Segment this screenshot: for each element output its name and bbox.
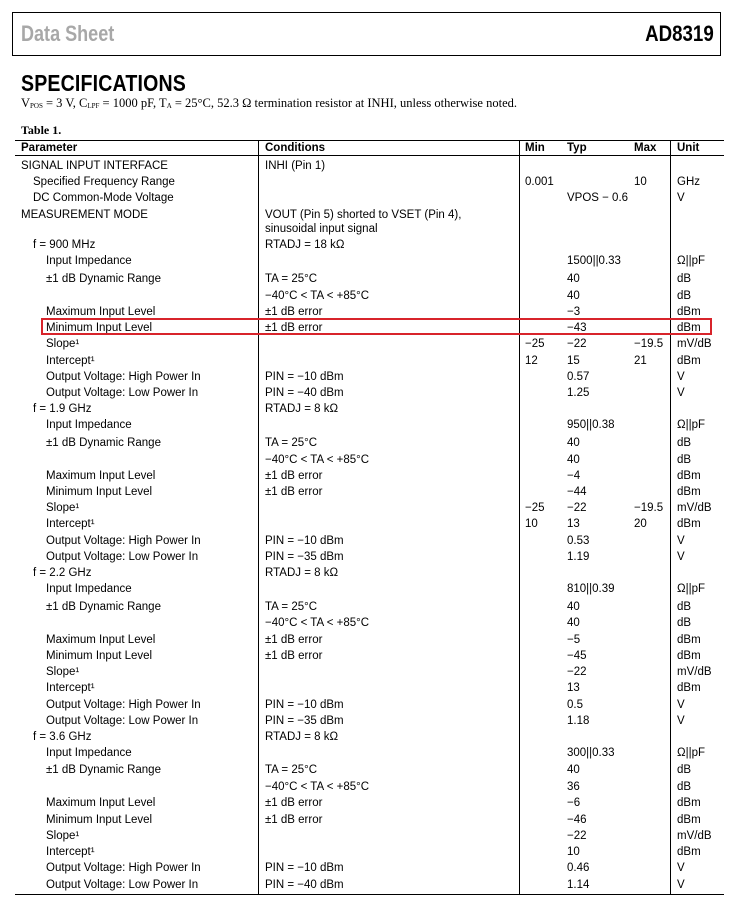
cell-unit: V: [677, 387, 685, 399]
cell-unit: Ω||pF: [677, 255, 705, 267]
cell-unit: Ω||pF: [677, 419, 705, 431]
cell-unit: dBm: [677, 306, 701, 318]
cell-unit: dBm: [677, 650, 701, 662]
col-divider: [519, 140, 520, 895]
cell-unit: dB: [677, 781, 692, 793]
cell-conditions: RTADJ = 8 kΩ: [265, 731, 339, 743]
cell-parameter: Maximum Input Level: [46, 797, 156, 809]
highlight-box-minimum-input-level: [41, 318, 712, 335]
cell-conditions: ±1 dB error: [265, 814, 323, 826]
cell-parameter: Minimum Input Level: [46, 650, 153, 662]
cell-typ: −22: [567, 338, 587, 350]
cell-typ: 15: [567, 355, 580, 367]
cell-typ: 13: [567, 518, 580, 530]
cell-typ: 950||0.38: [567, 419, 615, 431]
cell-conditions: PIN = −10 dBm: [265, 535, 344, 547]
cell-parameter: Maximum Input Level: [46, 306, 156, 318]
cell-conditions: INHI (Pin 1): [265, 160, 326, 172]
cell-conditions: −40°C < TA < +85°C: [265, 454, 370, 466]
cell-typ: 0.57: [567, 371, 590, 383]
cell-min: 10: [525, 518, 538, 530]
col-header-min: Min: [525, 142, 545, 154]
cell-conditions: TA = 25°C: [265, 601, 318, 613]
cell-parameter: Intercept¹: [46, 682, 95, 694]
cell-typ: 40: [567, 454, 580, 466]
cell-conditions: PIN = −40 dBm: [265, 879, 344, 891]
cell-typ: 40: [567, 273, 580, 285]
cell-typ: −22: [567, 666, 587, 678]
cell-typ: 810||0.39: [567, 583, 615, 595]
cell-conditions: TA = 25°C: [265, 764, 318, 776]
cell-unit: dBm: [677, 486, 701, 498]
cell-typ: 0.46: [567, 862, 590, 874]
cell-parameter: Input Impedance: [46, 583, 132, 595]
cell-parameter: DC Common-Mode Voltage: [33, 192, 174, 204]
conditions-line: [21, 96, 517, 111]
cell-typ: 36: [567, 781, 580, 793]
table-bottom-rule: [15, 894, 724, 895]
col-divider: [670, 140, 671, 895]
cell-typ: −46: [567, 814, 587, 826]
cell-min: 12: [525, 355, 538, 367]
cell-parameter: Intercept¹: [46, 518, 95, 530]
ta-subscript: A: [166, 102, 172, 110]
cell-min: −25: [525, 338, 545, 350]
cell-conditions: −40°C < TA < +85°C: [265, 781, 370, 793]
cell-parameter: Slope¹: [46, 502, 80, 514]
cell-parameter: Specified Frequency Range: [33, 176, 175, 188]
cell-parameter: Slope¹: [46, 830, 80, 842]
vpos-value: = 3 V, C: [42, 96, 88, 110]
cell-parameter: f = 2.2 GHz: [33, 567, 92, 579]
cell-conditions: PIN = −10 dBm: [265, 371, 344, 383]
cell-conditions: RTADJ = 18 kΩ: [265, 239, 345, 251]
cell-parameter: Intercept¹: [46, 846, 95, 858]
cell-typ: 40: [567, 437, 580, 449]
cell-conditions: TA = 25°C: [265, 273, 318, 285]
col-header-max: Max: [634, 142, 657, 154]
cell-conditions: −40°C < TA < +85°C: [265, 617, 370, 629]
cell-parameter: MEASUREMENT MODE: [21, 209, 148, 221]
cell-conditions: ±1 dB error: [265, 322, 323, 334]
cell-parameter: Minimum Input Level: [46, 814, 153, 826]
cell-conditions: ±1 dB error: [265, 634, 323, 646]
header-doc-type: Data Sheet: [21, 21, 115, 46]
cell-typ: −4: [567, 470, 581, 482]
cell-unit: dBm: [677, 814, 701, 826]
cell-conditions: TA = 25°C: [265, 437, 318, 449]
cell-parameter: Output Voltage: Low Power In: [46, 551, 199, 563]
cell-parameter: ±1 dB Dynamic Range: [46, 273, 161, 285]
cell-parameter: Input Impedance: [46, 255, 132, 267]
cell-typ: VPOS − 0.6: [567, 192, 629, 204]
col-divider: [258, 140, 259, 895]
vpos-symbol: V: [21, 96, 31, 110]
cell-parameter: Slope¹: [46, 338, 80, 350]
cell-conditions: RTADJ = 8 kΩ: [265, 403, 339, 415]
cell-unit: dBm: [677, 470, 701, 482]
cell-unit: Ω||pF: [677, 747, 705, 759]
cell-unit: V: [677, 535, 685, 547]
col-header-unit: Unit: [677, 142, 700, 154]
cell-unit: mV/dB: [677, 338, 712, 350]
cell-max: 20: [634, 518, 647, 530]
cell-conditions: ±1 dB error: [265, 470, 323, 482]
cell-typ: 300||0.33: [567, 747, 615, 759]
cell-typ: 10: [567, 846, 580, 858]
cell-parameter: f = 900 MHz: [33, 239, 96, 251]
cell-unit: V: [677, 699, 685, 711]
cell-typ: 40: [567, 617, 580, 629]
cell-unit: dBm: [677, 634, 701, 646]
page-header: [12, 12, 721, 56]
cell-unit: dBm: [677, 682, 701, 694]
clpf-subscript: LPF: [87, 102, 100, 110]
cell-unit: dBm: [677, 518, 701, 530]
cell-parameter: f = 1.9 GHz: [33, 403, 92, 415]
cell-unit: Ω||pF: [677, 583, 705, 595]
cell-conditions: PIN = −40 dBm: [265, 387, 344, 399]
cell-parameter: SIGNAL INPUT INTERFACE: [21, 160, 168, 172]
cell-max: −19.5: [634, 502, 664, 514]
cell-parameter: Slope¹: [46, 666, 80, 678]
cell-unit: dB: [677, 764, 692, 776]
cell-parameter: Output Voltage: Low Power In: [46, 715, 199, 727]
cell-typ: 1.19: [567, 551, 590, 563]
cell-typ: 1.18: [567, 715, 590, 727]
cell-unit: dB: [677, 290, 692, 302]
conditions-rest: = 25°C, 52.3 Ω termination resistor at INHI, unless otherwise noted.: [171, 96, 517, 110]
cell-unit: GHz: [677, 176, 700, 188]
cell-typ: 40: [567, 601, 580, 613]
cell-parameter: ±1 dB Dynamic Range: [46, 601, 161, 613]
cell-unit: dBm: [677, 322, 701, 334]
cell-typ: 0.53: [567, 535, 590, 547]
cell-unit: V: [677, 371, 685, 383]
cell-unit: dB: [677, 617, 692, 629]
cell-conditions: PIN = −10 dBm: [265, 699, 344, 711]
cell-parameter: ±1 dB Dynamic Range: [46, 764, 161, 776]
cell-unit: dB: [677, 601, 692, 613]
cell-typ: −45: [567, 650, 587, 662]
spec-table: [15, 140, 724, 895]
cell-parameter: Intercept¹: [46, 355, 95, 367]
cell-parameter: Maximum Input Level: [46, 470, 156, 482]
cell-unit: V: [677, 879, 685, 891]
cell-parameter: Input Impedance: [46, 419, 132, 431]
cell-typ: −22: [567, 830, 587, 842]
cell-unit: dB: [677, 437, 692, 449]
cell-min: −25: [525, 502, 545, 514]
cell-parameter: Output Voltage: High Power In: [46, 535, 201, 547]
cell-unit: V: [677, 715, 685, 727]
cell-min: 0.001: [525, 176, 554, 188]
table-header-rule: [15, 155, 724, 156]
col-header-typ: Typ: [567, 142, 587, 154]
cell-conditions: ±1 dB error: [265, 650, 323, 662]
header-part-number: AD8319: [645, 21, 714, 46]
table-top-rule: [15, 140, 724, 141]
cell-parameter: f = 3.6 GHz: [33, 731, 92, 743]
col-header-conditions: Conditions: [265, 142, 326, 154]
cell-conditions: PIN = −35 dBm: [265, 551, 344, 563]
cell-conditions: RTADJ = 8 kΩ: [265, 567, 339, 579]
vpos-subscript: POS: [30, 102, 43, 110]
cell-conditions: PIN = −10 dBm: [265, 862, 344, 874]
cell-max: 10: [634, 176, 647, 188]
cell-unit: dBm: [677, 846, 701, 858]
cell-parameter: ±1 dB Dynamic Range: [46, 437, 161, 449]
cell-unit: V: [677, 862, 685, 874]
clpf-value: = 1000 pF, T: [99, 96, 167, 110]
cell-parameter: Maximum Input Level: [46, 634, 156, 646]
cell-typ: 1.25: [567, 387, 590, 399]
cell-parameter: Minimum Input Level: [46, 322, 153, 334]
cell-conditions: ±1 dB error: [265, 306, 323, 318]
cell-conditions: PIN = −35 dBm: [265, 715, 344, 727]
cell-max: −19.5: [634, 338, 664, 350]
cell-typ: 40: [567, 290, 580, 302]
cell-typ: −6: [567, 797, 581, 809]
cell-parameter: Output Voltage: High Power In: [46, 371, 201, 383]
section-title: SPECIFICATIONS: [21, 70, 186, 96]
cell-unit: V: [677, 551, 685, 563]
cell-unit: mV/dB: [677, 666, 712, 678]
cell-unit: dB: [677, 454, 692, 466]
cell-typ: 0.5: [567, 699, 583, 711]
cell-unit: dBm: [677, 797, 701, 809]
cell-parameter: Output Voltage: High Power In: [46, 699, 201, 711]
cell-unit: V: [677, 192, 685, 204]
cell-parameter: Output Voltage: Low Power In: [46, 879, 199, 891]
cell-unit: mV/dB: [677, 830, 712, 842]
cell-typ: 1500||0.33: [567, 255, 621, 267]
cell-parameter: Output Voltage: Low Power In: [46, 387, 199, 399]
cell-conditions: ±1 dB error: [265, 797, 323, 809]
cell-parameter: Minimum Input Level: [46, 486, 153, 498]
cell-unit: mV/dB: [677, 502, 712, 514]
cell-unit: dBm: [677, 355, 701, 367]
cell-unit: dB: [677, 273, 692, 285]
cell-parameter: Input Impedance: [46, 747, 132, 759]
cell-typ: −5: [567, 634, 581, 646]
cell-conditions: VOUT (Pin 5) shorted to VSET (Pin 4),: [265, 209, 462, 221]
cell-typ: 1.14: [567, 879, 590, 891]
col-header-parameter: Parameter: [21, 142, 78, 154]
cell-typ: 40: [567, 764, 580, 776]
cell-typ: 13: [567, 682, 580, 694]
cell-parameter: Output Voltage: High Power In: [46, 862, 201, 874]
cell-typ: −3: [567, 306, 581, 318]
cell-typ: −44: [567, 486, 587, 498]
cell-conditions: sinusoidal input signal: [265, 223, 378, 235]
cell-typ: −22: [567, 502, 587, 514]
cell-conditions: −40°C < TA < +85°C: [265, 290, 370, 302]
cell-max: 21: [634, 355, 647, 367]
table-label: Table 1.: [21, 123, 62, 137]
cell-typ: −43: [567, 322, 587, 334]
cell-conditions: ±1 dB error: [265, 486, 323, 498]
